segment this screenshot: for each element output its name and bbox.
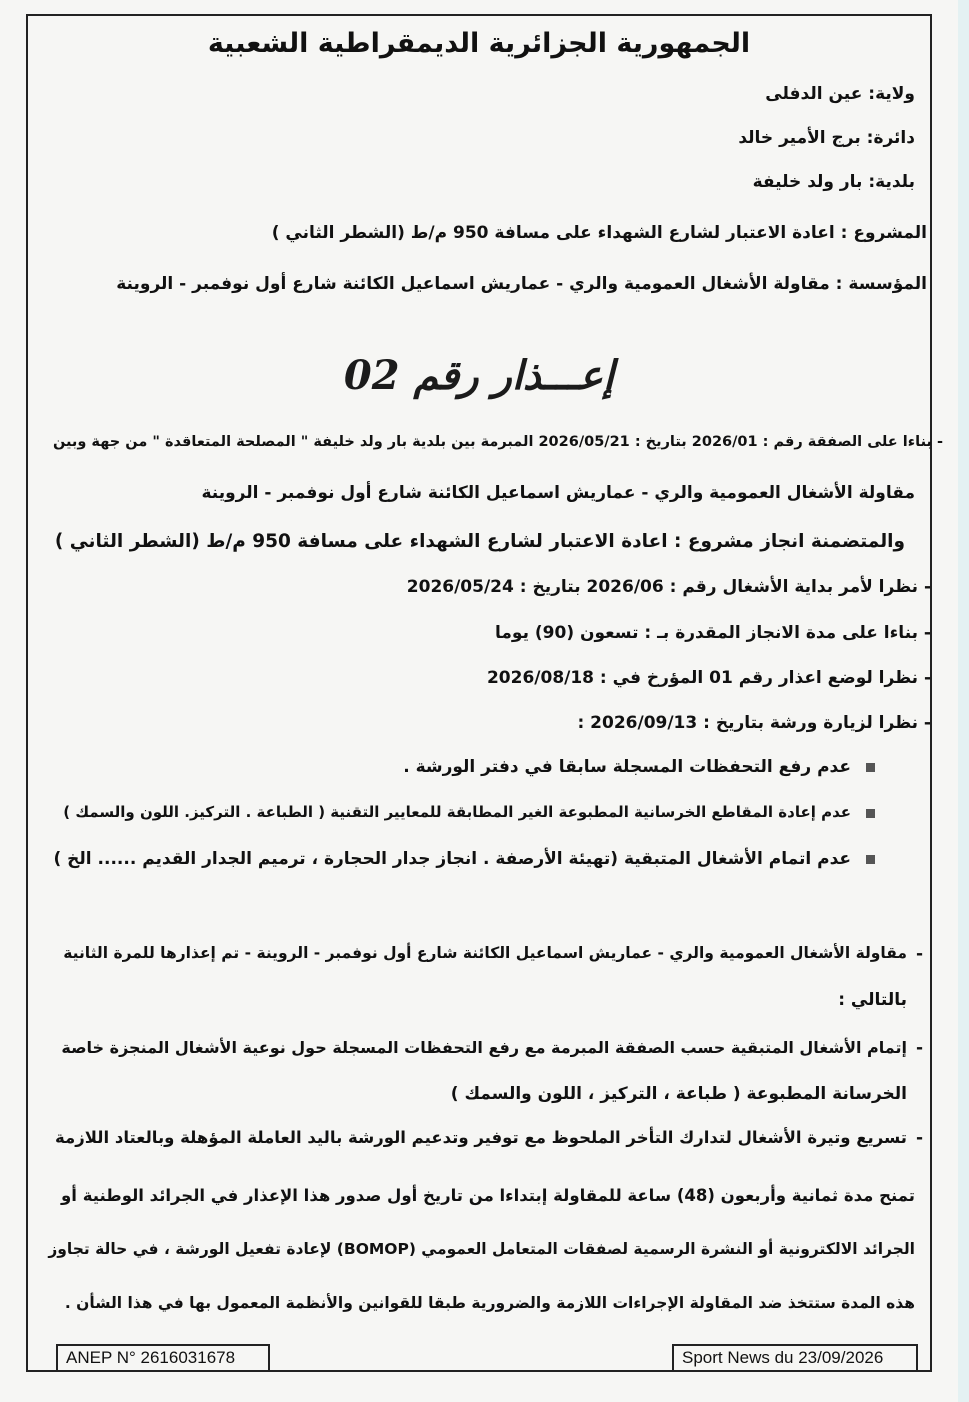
commune-line: بلدية: بار ولد خليفة: [752, 172, 915, 192]
anep-reference: ANEP N° 2616031678: [56, 1344, 270, 1372]
notice-title: إعـــذار رقم 02: [343, 352, 615, 399]
company-line: المؤسسة : مقاولة الأشغال العمومية والري - عماريش اسماعيل الكائنة شارع أول نوفمبر - الروينة: [116, 274, 927, 294]
requirement-complete-works-cont: الخرسانة المطبوعة ( طباعة ، التركيز ، اللون والسمك ): [450, 1084, 907, 1104]
finding-item: عدم رفع التحفظات المسجلة سابقا في دفتر الورشة .: [403, 757, 851, 777]
consideration-project: والمتضمنة انجاز مشروع : اعادة الاعتبار لشارع الشهداء على مسافة 950 م/ط (الشطر الثاني ): [54, 531, 905, 552]
notice-intro-line1: مقاولة الأشغال العمومية والري - عماريش اسماعيل الكائنة شارع أول نوفمبر - الروينة - تم إعذارها للمرة الثانية: [63, 944, 907, 962]
notice-intro-line2: بالتالي :: [838, 990, 907, 1010]
deadline-line1: تمنح مدة ثمانية وأربعون (48) ساعة للمقاولة إبتداءا من تاريخ أول صدور هذا الإعذار في الجرائد الوطنية أو: [61, 1186, 915, 1205]
bullet-icon: [866, 809, 875, 818]
bullet-icon: [866, 855, 875, 864]
finding-item: عدم اتمام الأشغال المتبقية (تهيئة الأرصفة . انجاز جدار الحجارة ، ترميم الجدار القديم ...... الخ ): [53, 849, 851, 869]
consideration-company: مقاولة الأشغال العمومية والري - عماريش اسماعيل الكائنة شارع أول نوفمبر - الروينة: [201, 483, 915, 503]
daira-line: دائرة: برج الأمير خالد: [738, 128, 915, 148]
consideration-start-order: - نظرا لأمر بداية الأشغال رقم : 2026/06 بتاريخ : 2026/05/24: [406, 577, 931, 597]
finding-item: عدم إعادة المقاطع الخرسانية المطبوعة الغير المطابقة للمعايير التقنية ( الطباعة . التركيز. اللون والسمك ): [63, 803, 851, 821]
consideration-contract: - بناءا على الصفقة رقم : 2026/01 بتاريخ : 2026/05/21 المبرمة بين بلدية بار ولد خليفة " المصلحة المتعاقدة " من جهة وبين: [52, 434, 943, 450]
requirement-complete-works: إتمام الأشغال المتبقية حسب الصفقة المبرمة مع رفع التحفظات المسجلة حول نوعية الأشغال المنجزة خاصة: [61, 1038, 907, 1057]
dash-marker: -: [916, 1038, 924, 1058]
consideration-first-notice: - نظرا لوضع اعذار رقم 01 المؤرخ في : 2026/08/18: [486, 668, 931, 688]
consideration-duration: - بناءا على مدة الانجاز المقدرة بـ : تسعون (90) يوما: [495, 623, 931, 643]
project-line: المشروع : اعادة الاعتبار لشارع الشهداء على مسافة 950 م/ط (الشطر الثاني ): [271, 223, 927, 243]
dash-marker: -: [916, 944, 924, 964]
dash-marker: -: [916, 1128, 924, 1148]
republic-title: الجمهورية الجزائرية الديمقراطية الشعبية: [207, 28, 751, 59]
consideration-site-visit: - نظرا لزيارة ورشة بتاريخ : 2026/09/13 :: [577, 713, 931, 733]
bullet-icon: [866, 763, 875, 772]
notice-frame: [26, 14, 932, 1372]
wilaya-line: ولاية: عين الدفلى: [765, 84, 915, 104]
deadline-line3: هذه المدة ستتخذ ضد المقاولة الإجراءات اللازمة والضرورية طبقا للقوانين والأنظمة المعمول بها في هذا الشأن .: [64, 1294, 915, 1312]
newspaper-reference: Sport News du 23/09/2026: [672, 1344, 918, 1372]
deadline-line2: الجرائد الالكترونية أو النشرة الرسمية لصفقات المتعامل العمومي (BOMOP) لإعادة تفعيل الورشة ، في حالة تجاوز: [48, 1240, 915, 1258]
requirement-accelerate: تسريع وتيرة الأشغال لتدارك التأخر الملحوظ مع توفير وتدعيم الورشة باليد العاملة المؤهلة وبالعتاد اللازمة: [55, 1128, 907, 1147]
